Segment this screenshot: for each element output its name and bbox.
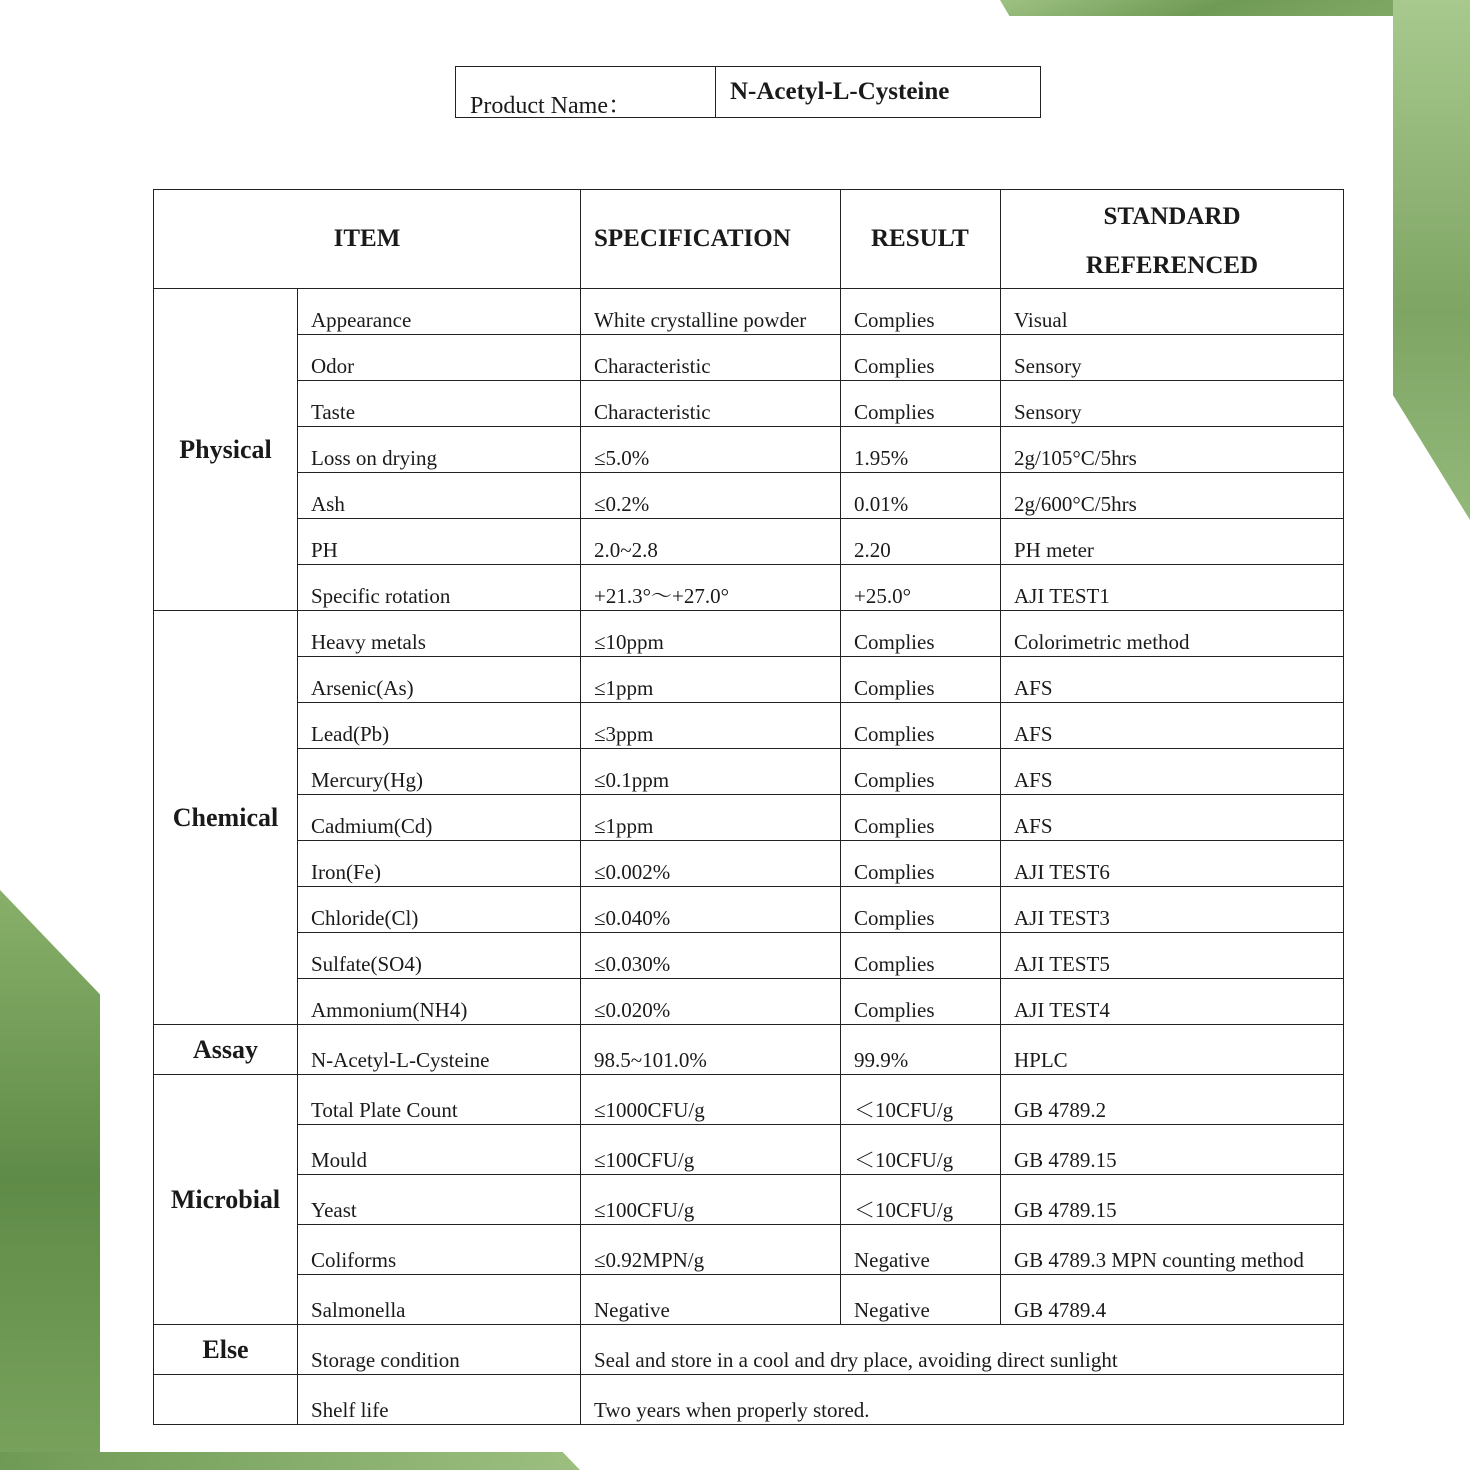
table-row: [154, 565, 1344, 611]
table-body: [154, 289, 1344, 1425]
cell-result-text: 99.9%: [854, 1048, 909, 1072]
cell-result: [841, 1125, 1001, 1175]
cell-standard: [1001, 519, 1344, 565]
cell-result-text: Complies: [854, 952, 935, 976]
cell-standard: [1001, 1225, 1344, 1275]
cell-spec-text: Negative: [594, 1298, 670, 1322]
table-row: [154, 1225, 1344, 1275]
cell-item: [298, 1225, 581, 1275]
cell-result: [841, 1225, 1001, 1275]
cell-result-text: Complies: [854, 354, 935, 378]
cell-spec-text: ≤0.002%: [594, 860, 671, 884]
category-cell: [154, 1375, 298, 1425]
cell-spec: [581, 1025, 841, 1075]
cell-result: [841, 749, 1001, 795]
cell-item: [298, 887, 581, 933]
cell-item-text: Coliforms: [311, 1248, 397, 1272]
cell-spec-text: ≤0.020%: [594, 998, 671, 1022]
cell-item: [298, 933, 581, 979]
cell-standard-text: AJI TEST3: [1014, 906, 1110, 930]
cell-standard-text: HPLC: [1014, 1048, 1068, 1072]
table-row: [154, 427, 1344, 473]
cell-result: [841, 1275, 1001, 1325]
cell-spec: [581, 289, 841, 335]
cell-item: [298, 795, 581, 841]
cell-result: [841, 657, 1001, 703]
table-row: [154, 335, 1344, 381]
cell-standard: [1001, 887, 1344, 933]
cell-spec-text: ≤0.92MPN/g: [594, 1248, 705, 1272]
cell-item-text: Loss on drying: [311, 446, 437, 470]
cell-result: [841, 887, 1001, 933]
table-row: [154, 1375, 1344, 1425]
cell-result-text: Complies: [854, 906, 935, 930]
cell-spec-text: Characteristic: [594, 400, 711, 424]
cell-spec-text: ≤3ppm: [594, 722, 654, 746]
table-row: [154, 289, 1344, 335]
category-cell: Chemical: [154, 611, 298, 1025]
cell-result-text: +25.0°: [854, 584, 911, 608]
cell-item-text: Salmonella: [311, 1298, 406, 1322]
cell-spec-text: ≤10ppm: [594, 630, 664, 654]
cell-standard: [1001, 657, 1344, 703]
header-item: ITEM: [154, 190, 581, 289]
cell-standard-text: AJI TEST5: [1014, 952, 1110, 976]
cell-item: [298, 1125, 581, 1175]
cell-standard-text: Visual: [1014, 308, 1068, 332]
product-name-box: [455, 66, 1041, 118]
cell-else-value-text: Two years when properly stored.: [594, 1398, 870, 1422]
cell-item-text: PH: [311, 538, 338, 562]
table-row: [154, 1175, 1344, 1225]
cell-item-text: Iron(Fe): [311, 860, 381, 884]
cell-else-value: [581, 1375, 1344, 1425]
cell-item: [298, 611, 581, 657]
cell-result: [841, 335, 1001, 381]
cell-item: [298, 1175, 581, 1225]
cell-standard: [1001, 611, 1344, 657]
cell-spec: [581, 749, 841, 795]
category-cell: Assay: [154, 1025, 298, 1075]
cell-standard: [1001, 979, 1344, 1025]
cell-spec: [581, 887, 841, 933]
cell-result-text: Complies: [854, 722, 935, 746]
cell-spec-text: ≤1ppm: [594, 814, 654, 838]
cell-item: [298, 381, 581, 427]
cell-result-text: Complies: [854, 308, 935, 332]
decor-green-left: [0, 890, 100, 1470]
table-row: [154, 1325, 1344, 1375]
cell-standard-text: GB 4789.15: [1014, 1148, 1117, 1172]
cell-spec-text: ≤0.2%: [594, 492, 650, 516]
table-row: [154, 1075, 1344, 1125]
cell-item: [298, 841, 581, 887]
cell-standard: [1001, 703, 1344, 749]
header-specification: [581, 190, 841, 289]
cell-spec: [581, 1075, 841, 1125]
cell-spec: [581, 1125, 841, 1175]
header-result: [841, 190, 1001, 289]
cell-result: [841, 427, 1001, 473]
cell-item-text: Sulfate(SO4): [311, 952, 422, 976]
cell-spec-text: ≤1000CFU/g: [594, 1098, 705, 1122]
cell-standard: [1001, 427, 1344, 473]
cell-result-text: Complies: [854, 768, 935, 792]
cell-standard: [1001, 749, 1344, 795]
cell-result-text: ＜10CFU/g: [854, 1198, 954, 1222]
cell-standard-text: PH meter: [1014, 538, 1094, 562]
cell-spec: [581, 795, 841, 841]
table-row: [154, 1125, 1344, 1175]
cell-spec: [581, 979, 841, 1025]
cell-result: [841, 611, 1001, 657]
cell-item-text: Cadmium(Cd): [311, 814, 433, 838]
cell-standard-text: GB 4789.3 MPN counting method: [1014, 1248, 1304, 1272]
cell-item: [298, 1375, 581, 1425]
category-cell: Microbial: [154, 1075, 298, 1325]
cell-item: [298, 749, 581, 795]
cell-spec-text: ≤0.1ppm: [594, 768, 670, 792]
cell-item-text: Lead(Pb): [311, 722, 390, 746]
header-standard-line1: STANDARD: [1103, 203, 1241, 230]
specification-table: [153, 189, 1344, 1425]
cell-spec-text: 2.0~2.8: [594, 538, 658, 562]
cell-standard-text: Sensory: [1014, 400, 1082, 424]
cell-standard-text: AFS: [1014, 722, 1053, 746]
cell-item-text: Storage condition: [311, 1348, 460, 1372]
cell-result-text: Complies: [854, 400, 935, 424]
table-row: [154, 933, 1344, 979]
cell-standard-text: GB 4789.15: [1014, 1198, 1117, 1222]
cell-standard-text: GB 4789.2: [1014, 1098, 1107, 1122]
cell-spec: [581, 611, 841, 657]
cell-standard-text: GB 4789.4: [1014, 1298, 1107, 1322]
cell-result-text: ＜10CFU/g: [854, 1148, 954, 1172]
cell-result: [841, 703, 1001, 749]
cell-item-text: Taste: [311, 400, 356, 424]
cell-spec-text: White crystalline powder: [594, 308, 807, 332]
cell-spec-text: ≤5.0%: [594, 446, 650, 470]
cell-spec-text: ≤1ppm: [594, 676, 654, 700]
product-name-label: Product Name：: [456, 67, 716, 117]
cell-item-text: Chloride(Cl): [311, 906, 419, 930]
cell-item-text: Heavy metals: [311, 630, 426, 654]
cell-spec: [581, 933, 841, 979]
cell-item: [298, 979, 581, 1025]
cell-result-text: Complies: [854, 814, 935, 838]
cell-item: [298, 1025, 581, 1075]
cell-item-text: Arsenic(As): [311, 676, 414, 700]
cell-spec: [581, 565, 841, 611]
cell-standard: [1001, 841, 1344, 887]
cell-item-text: Odor: [311, 354, 355, 378]
cell-spec: [581, 1225, 841, 1275]
cell-spec-text: 98.5~101.0%: [594, 1048, 707, 1072]
cell-result: [841, 289, 1001, 335]
cell-item: [298, 565, 581, 611]
cell-spec: [581, 427, 841, 473]
cell-result: [841, 1075, 1001, 1125]
header-standard-referenced: [1001, 190, 1344, 289]
cell-result: [841, 933, 1001, 979]
cell-item-text: Yeast: [311, 1198, 357, 1222]
cell-spec: [581, 473, 841, 519]
cell-result-text: 2.20: [854, 538, 891, 562]
header-standard-line2: REFERENCED: [1085, 252, 1259, 279]
cell-standard: [1001, 565, 1344, 611]
cell-spec: [581, 703, 841, 749]
category-cell: Else: [154, 1325, 298, 1375]
cell-result-text: 0.01%: [854, 492, 909, 516]
cell-result-text: Complies: [854, 860, 935, 884]
cell-item-text: Specific rotation: [311, 584, 451, 608]
cell-item: [298, 427, 581, 473]
cell-item-text: Shelf life: [311, 1398, 389, 1422]
table-row: [154, 473, 1344, 519]
cell-standard-text: 2g/105°C/5hrs: [1014, 446, 1137, 470]
cell-spec-text: ≤0.040%: [594, 906, 671, 930]
cell-standard: [1001, 1275, 1344, 1325]
table-row: [154, 979, 1344, 1025]
cell-standard-text: AJI TEST6: [1014, 860, 1110, 884]
cell-standard-text: AJI TEST4: [1014, 998, 1110, 1022]
header-result-text: RESULT: [871, 225, 969, 252]
cell-standard-text: AFS: [1014, 814, 1053, 838]
cell-else-value-text: Seal and store in a cool and dry place, avoiding direct sunlight: [594, 1348, 1118, 1372]
cell-item: [298, 703, 581, 749]
cell-item-text: Ammonium(NH4): [311, 998, 468, 1022]
table-row: [154, 887, 1344, 933]
cell-item: [298, 289, 581, 335]
table-row: [154, 519, 1344, 565]
table-row: [154, 381, 1344, 427]
cell-item: [298, 657, 581, 703]
cell-item-text: Total Plate Count: [311, 1098, 458, 1122]
cell-spec-text: ≤0.030%: [594, 952, 671, 976]
cell-item: [298, 335, 581, 381]
table-row: [154, 1275, 1344, 1325]
cell-spec: [581, 381, 841, 427]
cell-item: [298, 1075, 581, 1125]
cell-standard-text: AFS: [1014, 676, 1053, 700]
cell-spec-text: Characteristic: [594, 354, 711, 378]
table-row: [154, 795, 1344, 841]
cell-item-text: Appearance: [311, 308, 412, 332]
cell-spec-text: ≤100CFU/g: [594, 1198, 695, 1222]
cell-standard: [1001, 1075, 1344, 1125]
cell-standard: [1001, 933, 1344, 979]
cell-item: [298, 519, 581, 565]
cell-standard: [1001, 381, 1344, 427]
cell-spec: [581, 841, 841, 887]
cell-result-text: 1.95%: [854, 446, 909, 470]
cell-standard-text: Sensory: [1014, 354, 1082, 378]
cell-result-text: Complies: [854, 630, 935, 654]
cell-result: [841, 473, 1001, 519]
cell-spec: [581, 1275, 841, 1325]
cell-standard-text: 2g/600°C/5hrs: [1014, 492, 1137, 516]
cell-standard: [1001, 1025, 1344, 1075]
cell-result: [841, 979, 1001, 1025]
cell-standard: [1001, 1175, 1344, 1225]
product-name-value: N-Acetyl-L-Cysteine: [730, 78, 950, 105]
table-row: [154, 1025, 1344, 1075]
decor-green-right: [1393, 0, 1470, 520]
cell-standard: [1001, 473, 1344, 519]
decor-green-bottom: [0, 1452, 580, 1470]
cell-item: [298, 473, 581, 519]
cell-result: [841, 565, 1001, 611]
cell-spec: [581, 1175, 841, 1225]
cell-standard: [1001, 1125, 1344, 1175]
cell-result-text: Negative: [854, 1248, 930, 1272]
cell-result-text: Negative: [854, 1298, 930, 1322]
table-row: [154, 657, 1344, 703]
table-row: [154, 841, 1344, 887]
cell-spec: [581, 519, 841, 565]
cell-standard-text: AFS: [1014, 768, 1053, 792]
cell-standard-text: Colorimetric method: [1014, 630, 1190, 654]
cell-spec-text: +21.3°～+27.0°: [594, 584, 729, 608]
table-row: [154, 611, 1344, 657]
cell-standard: [1001, 795, 1344, 841]
cell-spec-text: ≤100CFU/g: [594, 1148, 695, 1172]
header-specification-text: SPECIFICATION: [594, 225, 791, 252]
table-row: [154, 749, 1344, 795]
table-header-row: [154, 190, 1344, 289]
category-cell: Physical: [154, 289, 298, 611]
cell-result: [841, 841, 1001, 887]
cell-standard-text: AJI TEST1: [1014, 584, 1110, 608]
cell-result-text: ＜10CFU/g: [854, 1098, 954, 1122]
cell-item-text: N-Acetyl-L-Cysteine: [311, 1048, 490, 1072]
cell-item: [298, 1325, 581, 1375]
cell-result: [841, 795, 1001, 841]
cell-standard: [1001, 335, 1344, 381]
table-row: [154, 703, 1344, 749]
cell-spec: [581, 657, 841, 703]
cell-result-text: Complies: [854, 998, 935, 1022]
cell-item-text: Mould: [311, 1148, 368, 1172]
cell-item-text: Mercury(Hg): [311, 768, 423, 792]
cell-result: [841, 381, 1001, 427]
cell-else-value: [581, 1325, 1344, 1375]
cell-item: [298, 1275, 581, 1325]
cell-item-text: Ash: [311, 492, 345, 516]
cell-result: [841, 1025, 1001, 1075]
cell-standard: [1001, 289, 1344, 335]
cell-result: [841, 519, 1001, 565]
cell-spec: [581, 335, 841, 381]
cell-result-text: Complies: [854, 676, 935, 700]
cell-result: [841, 1175, 1001, 1225]
